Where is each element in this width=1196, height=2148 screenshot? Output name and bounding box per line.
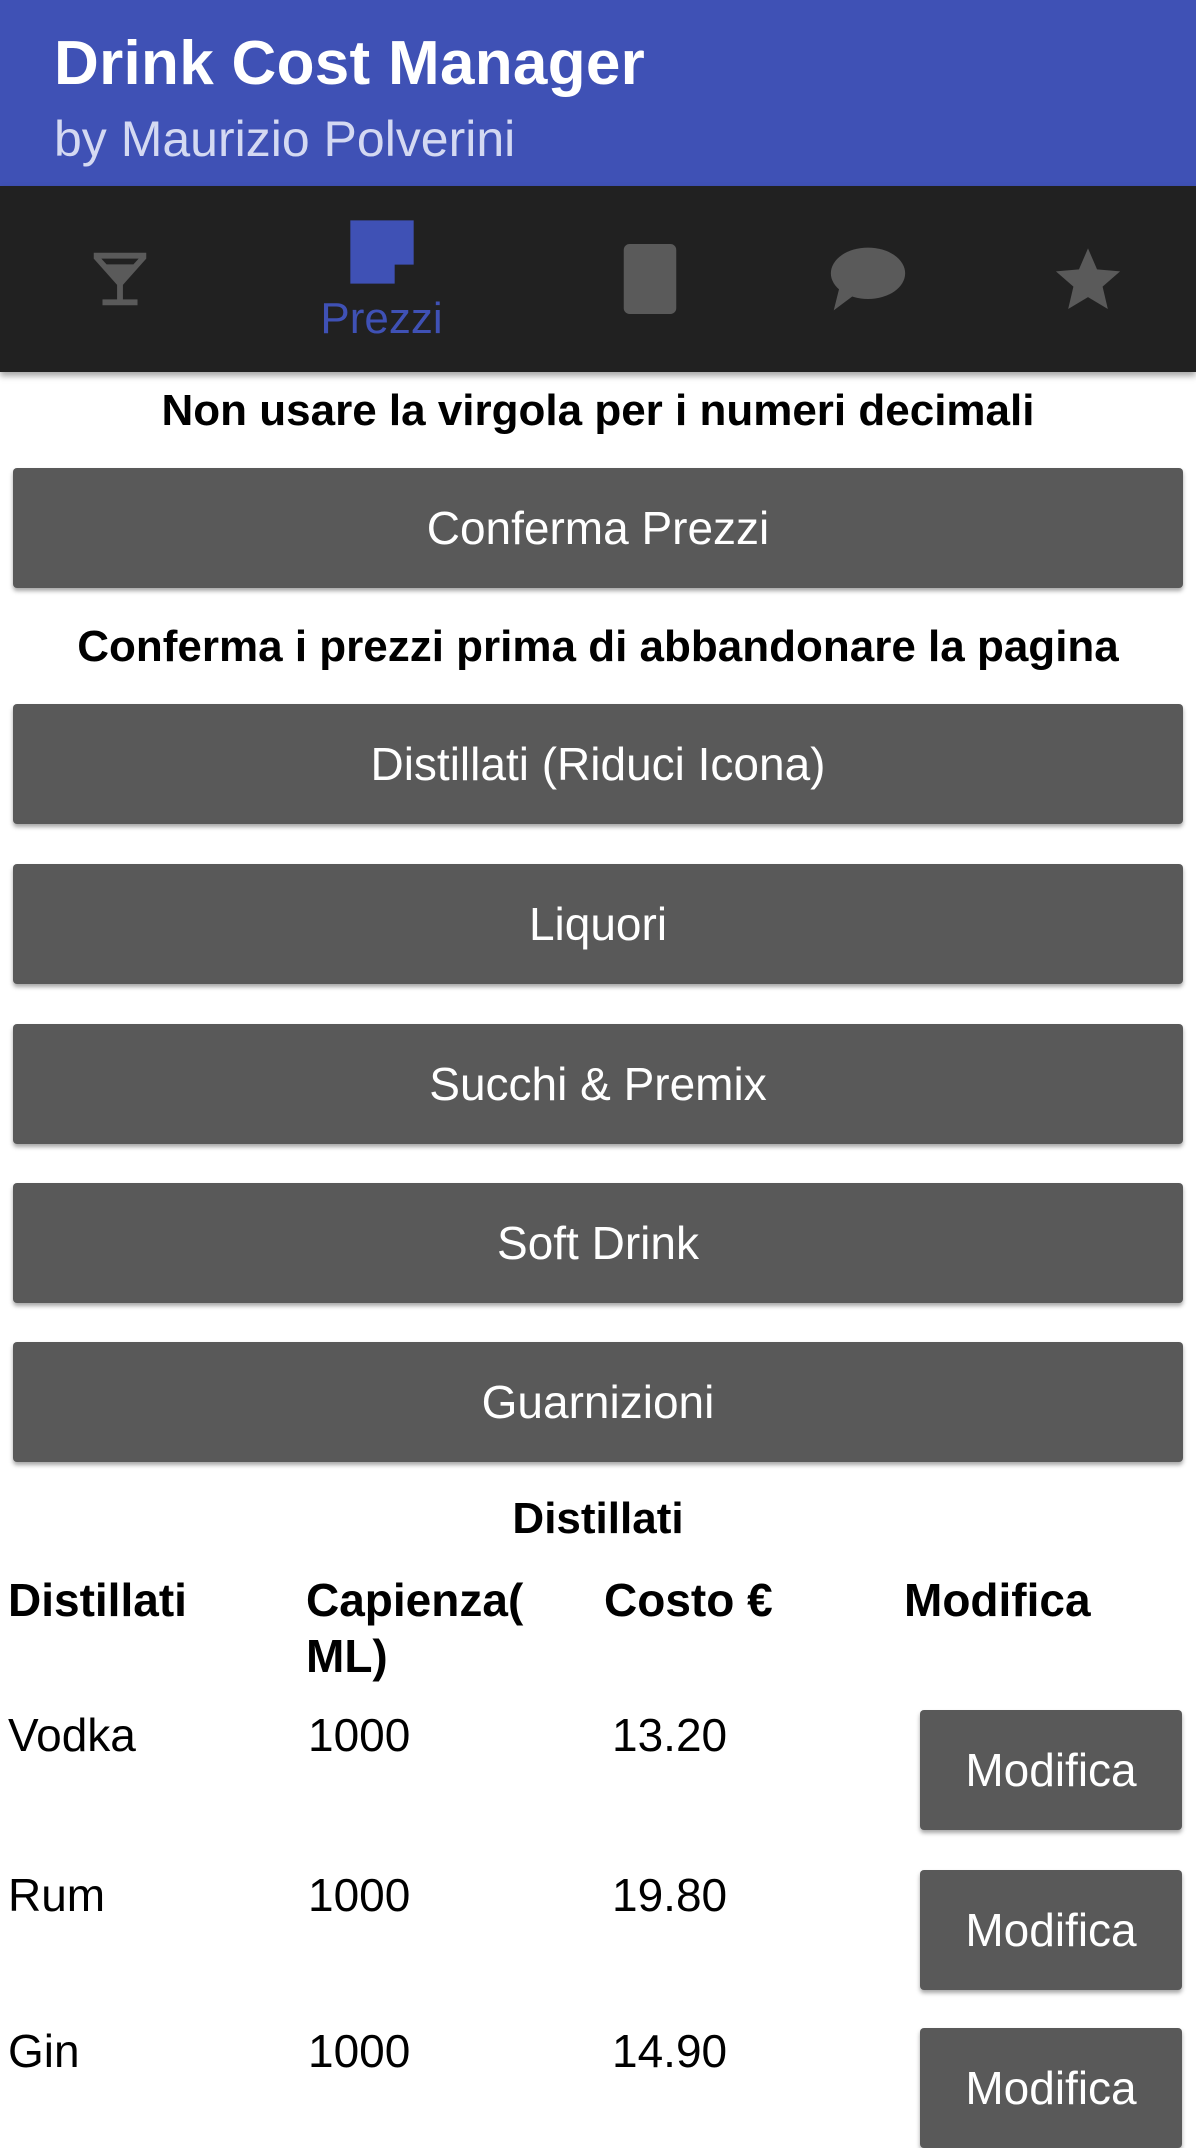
row-gin-capacity: 1000: [308, 2025, 411, 2077]
header-edit: Modifica: [904, 1574, 1091, 1626]
confirm-notice: Conferma i prezzi prima di abbandonare la pagina: [77, 622, 1119, 671]
header-name: Distillati: [8, 1574, 187, 1626]
section-title: Distillati: [512, 1494, 684, 1543]
star-icon: [1053, 244, 1123, 314]
tab-favorites[interactable]: [968, 186, 1196, 372]
row-gin-name: Gin: [8, 2025, 80, 2077]
row-vodka-capacity: 1000: [308, 1709, 411, 1761]
soft-drink-button[interactable]: Soft Drink: [13, 1183, 1183, 1303]
app-title: Drink Cost Manager: [54, 29, 646, 98]
row-gin-cost: 14.90: [612, 2025, 728, 2077]
app-subtitle: by Maurizio Polverini: [54, 111, 516, 167]
header-capacity: Capienza( ML): [306, 1574, 524, 1682]
guarnizioni-button[interactable]: Guarnizioni: [13, 1342, 1183, 1462]
row-rum-capacity: 1000: [308, 1869, 411, 1921]
tab-chat[interactable]: [748, 186, 987, 372]
confirm-prices-button[interactable]: Conferma Prezzi: [13, 468, 1183, 588]
decimal-notice: Non usare la virgola per i numeri decimali: [161, 386, 1035, 435]
tab-prezzi-label: Prezzi: [320, 294, 443, 343]
app-bar: [0, 0, 1196, 186]
tablet-icon: [620, 244, 680, 314]
liquori-button[interactable]: Liquori: [13, 864, 1183, 984]
edit-gin-button[interactable]: Modifica: [920, 2028, 1182, 2148]
tab-bar: [0, 186, 1196, 372]
header-cost: Costo €: [604, 1574, 773, 1626]
edit-rum-button[interactable]: Modifica: [920, 1870, 1182, 1990]
row-rum-cost: 19.80: [612, 1869, 728, 1921]
edit-vodka-button[interactable]: Modifica: [920, 1710, 1182, 1830]
tab-tablet[interactable]: [530, 186, 769, 372]
row-vodka-cost: 13.20: [612, 1709, 728, 1761]
cocktail-glass-icon: [85, 244, 155, 314]
row-vodka-name: Vodka: [8, 1709, 136, 1761]
tab-prezzi[interactable]: [262, 186, 501, 372]
row-rum-name: Rum: [8, 1869, 106, 1921]
note-icon: [342, 214, 422, 290]
distillati-button[interactable]: Distillati (Riduci Icona): [13, 704, 1183, 824]
chat-bubble-icon: [828, 244, 908, 314]
tab-cocktails[interactable]: [0, 186, 239, 372]
succhi-premix-button[interactable]: Succhi & Premix: [13, 1024, 1183, 1144]
